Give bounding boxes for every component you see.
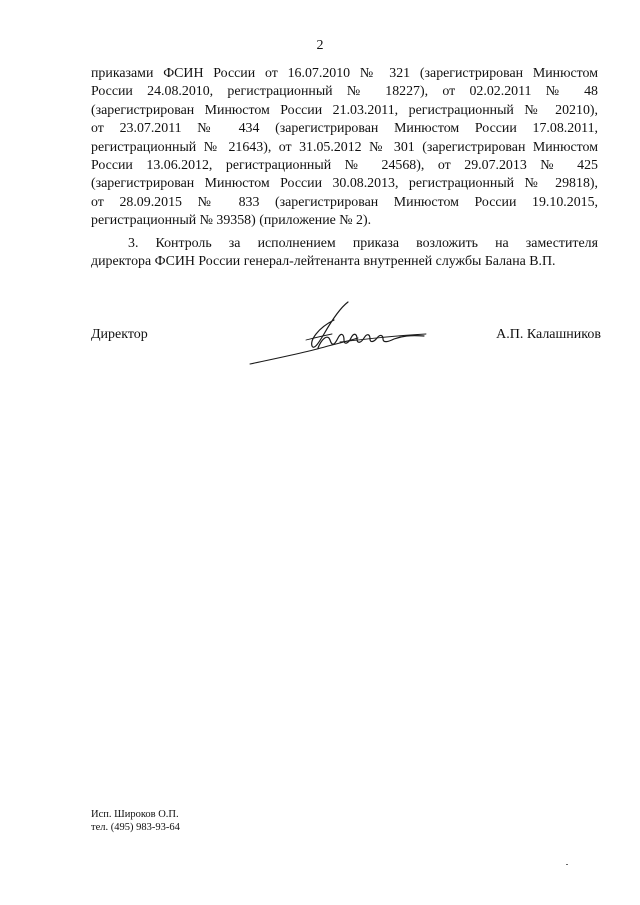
text-line: от 28.09.2015 № 833 (зарегистрирован Минюстом России 19.10.2015,	[91, 194, 598, 210]
text-line: 3. Контроль за исполнением приказа возложить на заместителя	[128, 236, 598, 251]
text-line: (зарегистрирован Минюстом России 30.08.2013, регистрационный № 29818),	[91, 176, 598, 192]
text-line: приказами ФСИН России от 16.07.2010 № 321 (зарегистрирован Минюстом	[91, 66, 598, 81]
executor-name: Исп. Широков О.П.	[91, 809, 179, 820]
page-number: 2	[316, 38, 324, 53]
text-line: (зарегистрирован Минюстом России 21.03.2011, регистрационный № 20210),	[91, 102, 598, 118]
text-line: директора ФСИН России генерал-лейтенанта внутренней службы Балана В.П.	[91, 254, 556, 270]
signer-name: А.П. Калашников	[496, 327, 601, 342]
text-line: России 24.08.2010, регистрационный № 18227), от 02.02.2011 № 48	[91, 84, 598, 100]
paragraph-continuation	[91, 65, 598, 231]
executor-info	[91, 808, 180, 834]
paragraph-item-3	[91, 235, 598, 272]
text-line: регистрационный № 21643), от 31.05.2012 № 301 (зарегистрирован Минюстом	[91, 139, 598, 155]
handwritten-signature	[248, 298, 430, 368]
text-line: от 23.07.2011 № 434 (зарегистрирован Минюстом России 17.08.2011,	[91, 121, 598, 137]
scan-speck	[566, 864, 568, 865]
text-line: регистрационный № 39358) (приложение № 2).	[91, 213, 372, 229]
text-line: России 13.06.2012, регистрационный № 24568), от 29.07.2013 № 425	[91, 158, 598, 174]
executor-phone: тел. (495) 983-93-64	[91, 822, 180, 833]
signer-position: Директор	[91, 327, 148, 342]
